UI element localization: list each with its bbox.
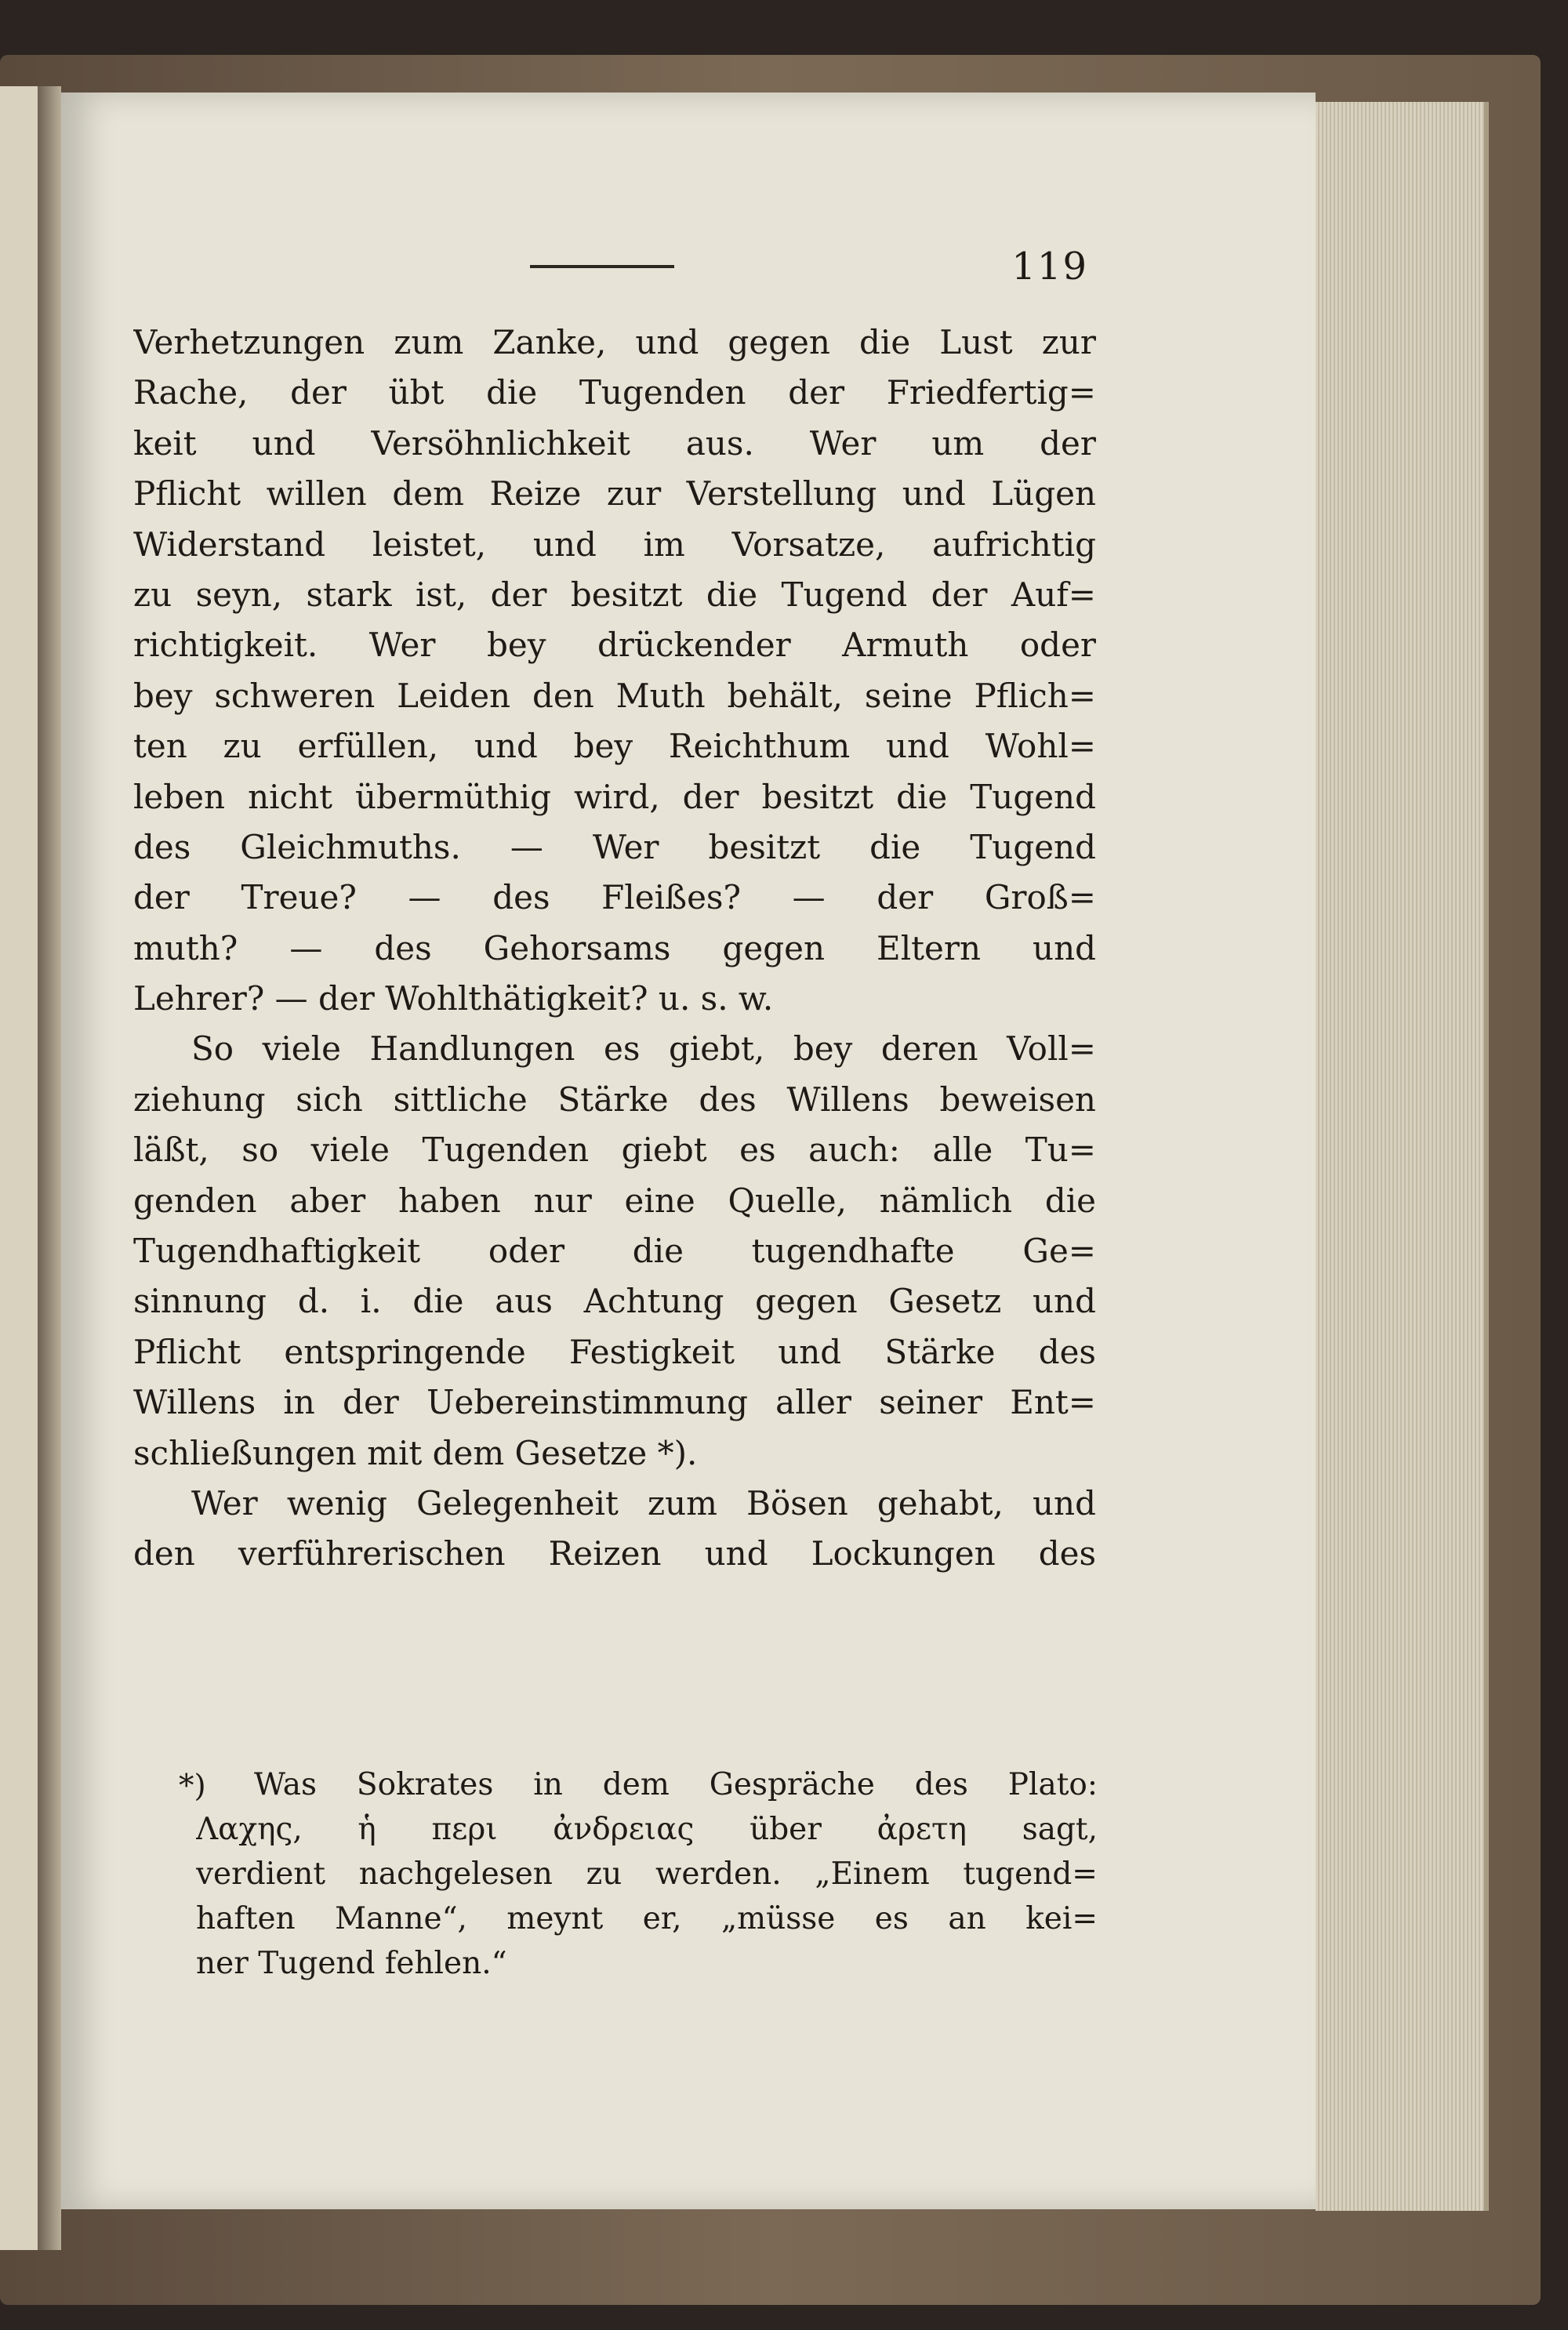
text-line: ziehung sich sittliche Stärke des Willens beweisen <box>133 1080 1096 1119</box>
text-line: Rache, der übt die Tugenden der Friedfertig= <box>133 373 1096 412</box>
text-line: Wer wenig Gelegenheit zum Bösen gehabt, und <box>191 1483 1096 1522</box>
footnote-line: haften Manne“, meynt er, „müsse es an kei= <box>196 1901 1098 1936</box>
text-line: Widerstand leistet, und im Vorsatze, aufrichtig <box>133 524 1096 564</box>
text-line: richtigkeit. Wer bey drückender Armuth oder <box>133 626 1096 665</box>
text-line: den verführerischen Reizen und Lockungen des <box>133 1534 1096 1573</box>
footnote-line: ner Tugend fehlen.“ <box>196 1946 507 1981</box>
text-line: sinnung d. i. die aus Achtung gegen Gesetz und <box>133 1282 1096 1321</box>
text-line: zu seyn, stark ist, der besitzt die Tugend der Auf= <box>133 575 1096 614</box>
text-line: keit und Versöhnlichkeit aus. Wer um der <box>133 423 1096 463</box>
text-line: muth? — des Gehorsams gegen Eltern und <box>133 928 1096 967</box>
text-line: Verhetzungen zum Zanke, und gegen die Lust zur <box>133 323 1096 361</box>
text-line: Pflicht entspringende Festigkeit und Stärke des <box>133 1332 1096 1371</box>
body-text <box>133 318 1096 1580</box>
text-line: schließungen mit dem Gesetze *). <box>133 1433 698 1472</box>
text-line: bey schweren Leiden den Muth behält, seine Pflich= <box>133 676 1096 715</box>
footnote-line: Λαχης, ἡ περι ἀνδρειας über ἀρετη sagt, <box>196 1812 1098 1847</box>
book-gutter <box>38 86 61 2250</box>
facing-page-edge <box>0 86 38 2250</box>
text-line: leben nicht übermüthig wird, der besitzt die Tugend <box>133 777 1096 816</box>
text-line: genden aber haben nur eine Quelle, nämlich die <box>133 1181 1096 1220</box>
footnote-line: verdient nachgelesen zu werden. „Einem tugend= <box>196 1856 1098 1892</box>
text-line: der Treue? — des Fleißes? — der Groß= <box>133 878 1096 917</box>
text-line: Pflicht willen dem Reize zur Verstellung und Lügen <box>133 474 1096 514</box>
header-rule <box>530 265 674 268</box>
text-line: Willens in der Uebereinstimmung aller seiner Ent= <box>133 1383 1096 1422</box>
text-line: Tugendhaftigkeit oder die tugendhafte Ge= <box>133 1232 1096 1271</box>
text-line: ten zu erfüllen, und bey Reichthum und Wohl= <box>133 727 1096 766</box>
page-number: 119 <box>1011 245 1088 289</box>
page-stack-edges <box>1316 102 1489 2211</box>
text-line: läßt, so viele Tugenden giebt es auch: alle Tu= <box>133 1131 1096 1170</box>
text-line: So viele Handlungen es giebt, bey deren Voll= <box>191 1029 1096 1069</box>
footnote-line: Was Sokrates in dem Gespräche des Plato: <box>254 1767 1098 1802</box>
footnote <box>179 1762 1098 1986</box>
text-line: Lehrer? — der Wohlthätigkeit? u. s. w. <box>133 979 774 1018</box>
text-line: des Gleichmuths. — Wer besitzt die Tugend <box>133 827 1096 866</box>
footnote-marker: *) <box>179 1769 206 1804</box>
